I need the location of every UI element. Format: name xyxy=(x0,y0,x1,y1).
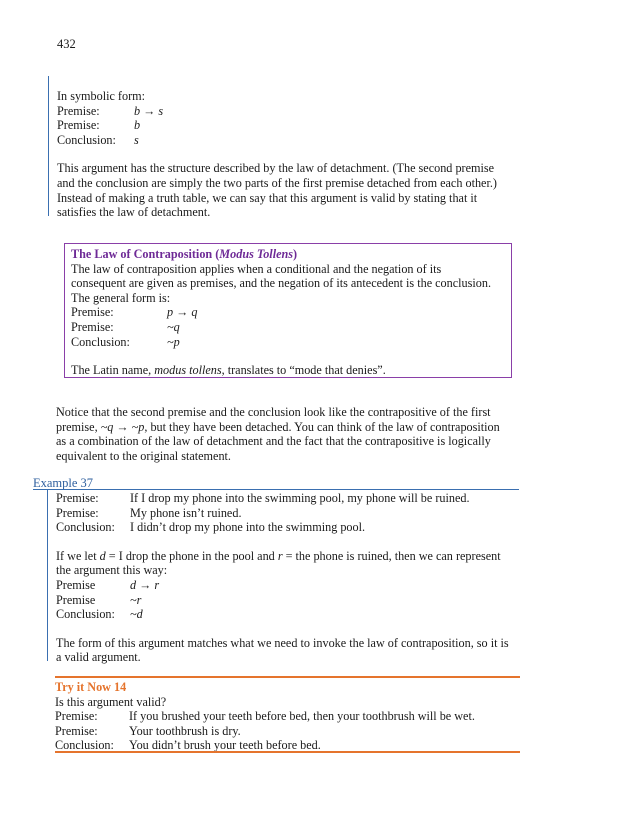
conclusion-label: Conclusion: xyxy=(56,607,115,622)
premise-expression: ~q xyxy=(167,319,180,334)
premise-expression: ~r xyxy=(130,592,142,607)
let-prefix: If we let xyxy=(56,548,100,563)
try-it-bottom-rule xyxy=(55,751,520,753)
let-line xyxy=(56,549,538,564)
conclusion-label: Conclusion: xyxy=(55,738,114,753)
latin-name-line xyxy=(71,363,507,378)
page-number: 432 xyxy=(57,37,76,51)
latin-italic: modus tollens xyxy=(154,363,222,378)
latin-suffix: , translates to “mode that denies”. xyxy=(221,363,386,378)
premise-text: Your toothbrush is dry. xyxy=(129,723,241,738)
premise-label: Premise xyxy=(56,592,96,607)
paragraph-line: as a combination of the law of detachment and the fact that the contrapositive is logically xyxy=(56,434,491,449)
law-body-line: The law of contraposition applies when a conditional and the negation of its xyxy=(71,261,442,276)
paragraph-line: satisfies the law of detachment. xyxy=(57,205,211,220)
conclusion-row xyxy=(71,335,507,350)
notice-paragraph xyxy=(56,405,536,463)
paragraph-line: and the conclusion are simply the two parts of the first premise detached from each other.) xyxy=(57,175,497,190)
try-it-top-rule xyxy=(55,676,520,678)
premise-expression: d → r xyxy=(130,577,160,592)
paragraph-line: This argument has the structure described by the law of detachment. (The second premise xyxy=(57,161,495,176)
premise-label: Premise: xyxy=(57,103,100,118)
try-it-question: Is this argument valid? xyxy=(55,694,167,709)
premise-label: Premise: xyxy=(55,723,98,738)
law-title-italic: Modus Tollens xyxy=(219,247,294,261)
premise-label: Premise: xyxy=(55,709,98,724)
notice-suffix: , but they have been detached. You can think of the law of contraposition xyxy=(144,419,500,434)
law-title xyxy=(71,247,507,262)
premise-label: Premise: xyxy=(71,319,114,334)
conclusion-expression: ~p xyxy=(167,334,180,349)
notice-expression: ~q → ~p xyxy=(100,419,145,434)
premise-row xyxy=(56,578,538,593)
premise-label: Premise: xyxy=(56,505,99,520)
conclusion-expression: ~d xyxy=(130,607,143,622)
paragraph-line: Notice that the second premise and the conclusion look like the contrapositive of the first xyxy=(56,405,491,419)
let-variable-d: d xyxy=(99,548,106,563)
conclusion-label: Conclusion: xyxy=(57,132,116,147)
let-variable-r: r xyxy=(277,548,283,563)
premise-row xyxy=(56,506,538,521)
premise-text: If you brushed your teeth before bed, then your toothbrush will be wet. xyxy=(129,709,475,724)
symbolic-intro: In symbolic form: xyxy=(57,89,146,103)
law-body-line: The general form is: xyxy=(71,290,171,305)
premise-row xyxy=(55,709,525,724)
example-heading: Example 37 xyxy=(33,476,94,490)
paragraph-line: equivalent to the original statement. xyxy=(56,448,231,463)
conclusion-label: Conclusion: xyxy=(71,334,130,349)
paragraph-line: Instead of making a truth table, we can say that this argument is valid by stating that it xyxy=(57,190,478,205)
conclusion-row xyxy=(57,133,547,148)
premise-expression: p → q xyxy=(167,305,198,320)
premise-label: Premise xyxy=(56,577,96,592)
premise-text: If I drop my phone into the swimming pool, my phone will be ruined. xyxy=(130,491,470,505)
example-body xyxy=(47,489,538,665)
conclusion-expression: s xyxy=(134,132,139,147)
premise-label: Premise: xyxy=(56,491,99,505)
law-title-prefix: The Law of Contraposition ( xyxy=(71,247,220,261)
conclusion-row xyxy=(56,607,538,622)
premise-expression: b → s xyxy=(134,103,164,118)
premise-row xyxy=(71,305,507,320)
conclusion-text: I didn’t drop my phone into the swimming pool. xyxy=(130,520,366,535)
premise-text: My phone isn’t ruined. xyxy=(130,505,242,520)
conclusion-row xyxy=(56,520,538,535)
let-line-2: the argument this way: xyxy=(56,563,168,578)
latin-prefix: The Latin name, xyxy=(71,363,155,378)
premise-row xyxy=(56,491,538,506)
conclusion-text: You didn’t brush your teeth before bed. xyxy=(129,738,321,753)
let-mid: = I drop the phone in the pool and xyxy=(105,548,278,563)
premise-row xyxy=(55,724,525,739)
premise-row xyxy=(71,320,507,335)
premise-row xyxy=(57,118,547,133)
paragraph-line xyxy=(56,420,536,435)
premise-label: Premise: xyxy=(71,305,114,320)
conclusion-label: Conclusion: xyxy=(56,520,115,535)
symbolic-form-section xyxy=(48,76,549,220)
notice-prefix: premise, xyxy=(56,419,101,434)
paragraph-line: a valid argument. xyxy=(56,650,141,665)
premise-label: Premise: xyxy=(57,118,100,133)
premise-expression: b xyxy=(134,118,141,133)
let-suffix: = the phone is ruined, then we can represent xyxy=(282,548,501,563)
law-of-contraposition-box xyxy=(64,243,512,378)
premise-row xyxy=(57,104,547,119)
premise-row xyxy=(56,593,538,608)
try-it-box xyxy=(55,680,525,753)
law-title-suffix: ) xyxy=(293,247,298,261)
law-body-line: consequent are given as premises, and the negation of its antecedent is the conclusion. xyxy=(71,276,491,291)
paragraph-line: The form of this argument matches what we need to invoke the law of contraposition, so it is xyxy=(56,635,509,650)
try-it-title: Try it Now 14 xyxy=(55,680,127,694)
